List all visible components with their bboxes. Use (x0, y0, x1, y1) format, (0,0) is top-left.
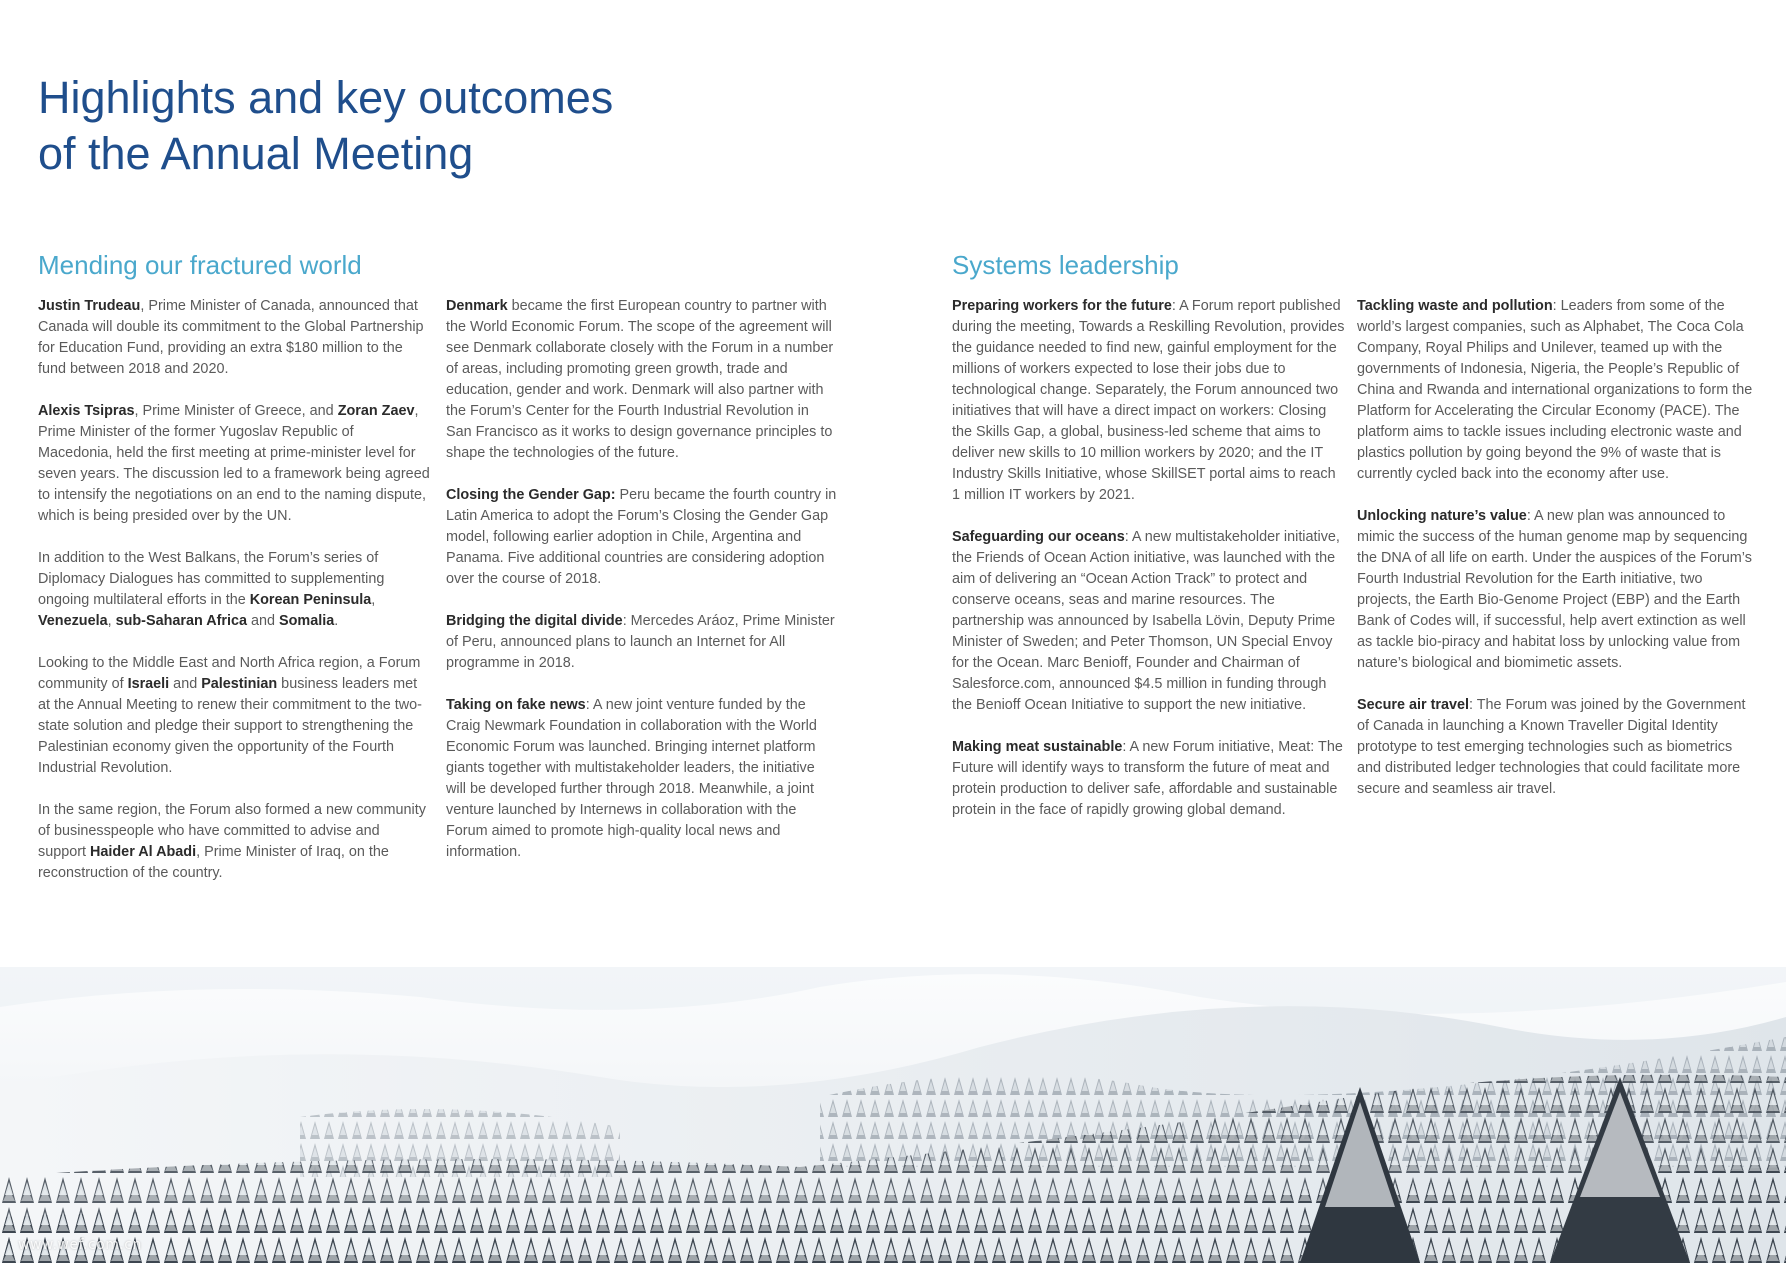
snowy-forest-photo (0, 967, 1786, 1263)
paragraph-tsipras: Alexis Tsipras, Prime Minister of Greece, and Zoran Zaev, Prime Minister of the former Yugoslav Republic of Macedonia, held the first meeting at prime-minister level for seven years. The discussion led to a framework being agreed to intensify the negotiations on an end to the naming dispute, which is being presided over by the UN. (38, 403, 430, 524)
column-4 (1357, 296, 1753, 821)
paragraph-fake-news: Taking on fake news: A new joint venture funded by the Craig Newmark Foundation in collaboration with the World Economic Forum was launched. Bringing internet platform giants together with multistakeholder leaders, the initiative will be developed further through 2018. Meanwhile, a joint venture launched by Internews in collaboration with the Forum aimed to promote high-quality local news and information. (446, 697, 817, 860)
paragraph-gender-gap: Closing the Gender Gap: Peru became the fourth country in Latin America to adopt the Forum’s Closing the Gender Gap model, following earlier adoption in Chile, Argentina and Panama. Five additional countries are considering adoption over the course of 2018. (446, 487, 837, 587)
paragraph-nature: Unlocking nature’s value: A new plan was announced to mimic the success of the human genome map by sequencing the DNA of all life on earth. Under the auspices of the Forum’s Fourth Industrial Revolution for the Earth initiative, two projects, the Earth Bio-Genome Project (EBP) and the Earth Bank of Codes will, if successful, help avert extinction as well as tackle bio-piracy and habitat loss by unlocking value from nature’s biological and biomimetic assets. (1357, 508, 1752, 671)
page-title (38, 70, 613, 182)
page-title-line-2: of the Annual Meeting (38, 128, 474, 179)
column-2 (446, 296, 838, 884)
column-3 (952, 296, 1346, 842)
paragraph-trudeau: Justin Trudeau, Prime Minister of Canada, announced that Canada will double its commitment to the Global Partnership for Education Fund, providing an extra $180 million to the fund between 2018 and 2020. (38, 298, 424, 377)
section-title-systems: Systems leadership (952, 250, 1179, 280)
snowy-forest-illustration (0, 967, 1786, 1263)
paragraph-waste: Tackling waste and pollution: Leaders from some of the world’s largest companies, such as Alphabet, The Coca Cola Company, Royal Philips and Unilever, teamed up with the governments of Indonesia, Nigeria, the People’s Republic of China and Rwanda and international organizations to form the Platform for Accelerating the Circular Economy (PACE). The platform aims to tackle issues including electronic waste and plastics pollution by going beyond the 9% of waste that is currently cycled back into the economy after use. (1357, 298, 1753, 482)
column-1 (38, 296, 430, 905)
paragraph-meat: Making meat sustainable: A new Forum initiative, Meat: The Future will identify ways to transform the future of meat and protein production to deliver safe, affordable and sustainable protein in the face of rapidly growing global demand. (952, 739, 1343, 818)
paragraph-diplomacy: In addition to the West Balkans, the Forum’s series of Diplomacy Dialogues has committed to supplementing ongoing multilateral efforts in the Korean Peninsula, Venezuela, sub-Saharan Africa and Somalia. (38, 550, 385, 629)
paragraph-air-travel: Secure air travel: The Forum was joined by the Government of Canada in launching a Known Traveller Digital Identity prototype to test emerging technologies such as biometrics and distributed ledger technologies that could facilitate more secure and seamless air travel. (1357, 697, 1746, 797)
paragraph-digital-divide: Bridging the digital divide: Mercedes Aráoz, Prime Minister of Peru, announced plans to launch an Internet for All programme in 2018. (446, 613, 835, 671)
paragraph-iraq: In the same region, the Forum also formed a new community of businesspeople who have committed to advise and support Haider Al Abadi, Prime Minister of Iraq, on the reconstruction of the country. (38, 802, 426, 881)
watermark-text: www.wef.com.cn (18, 1237, 142, 1253)
page-title-line-1: Highlights and key outcomes (38, 72, 614, 123)
paragraph-denmark: Denmark became the first European country to partner with the World Economic Forum. The scope of the agreement will see Denmark collaborate closely with the Forum in a number of areas, including promoting green growth, trade and education, gender and work. Denmark will also partner with the Forum’s Center for the Fourth Industrial Revolution in San Francisco as it works to design governance principles to shape the technologies of the future. (446, 298, 834, 461)
paragraph-oceans: Safeguarding our oceans: A new multistakeholder initiative, the Friends of Ocean Action initiative, was launched with the aim of delivering an “Ocean Action Track” to protect and conserve oceans, seas and marine resources. The partnership was announced by Isabella Lövin, Deputy Prime Minister of Sweden; and Peter Thomson, UN Special Envoy for the Ocean. Marc Benioff, Founder and Chairman of Salesforce.com, announced $4.5 million in funding through the Benioff Ocean Initiative to support the new initiative. (952, 529, 1340, 713)
paragraph-middle-east: Looking to the Middle East and North Africa region, a Forum community of Israeli and Palestinian business leaders met at the Annual Meeting to renew their commitment to the two-state solution and pledge their support to strengthening the Palestinian economy given the opportunity of the Fourth Industrial Revolution. (38, 655, 422, 776)
paragraph-workers: Preparing workers for the future: A Forum report published during the meeting, Towards a Reskilling Revolution, provides the guidance needed to find new, gainful employment for the millions of workers expected to lose their jobs due to technological change. Separately, the Forum announced two initiatives that will have a direct impact on workers: Closing the Skills Gap, a global, business-led scheme that aims to deliver new skills to 10 million workers by 2020; and the IT Industry Skills Initiative, whose SkillSET portal aims to reach 1 million IT workers by 2021. (952, 298, 1345, 503)
section-title-mending: Mending our fractured world (38, 250, 362, 280)
